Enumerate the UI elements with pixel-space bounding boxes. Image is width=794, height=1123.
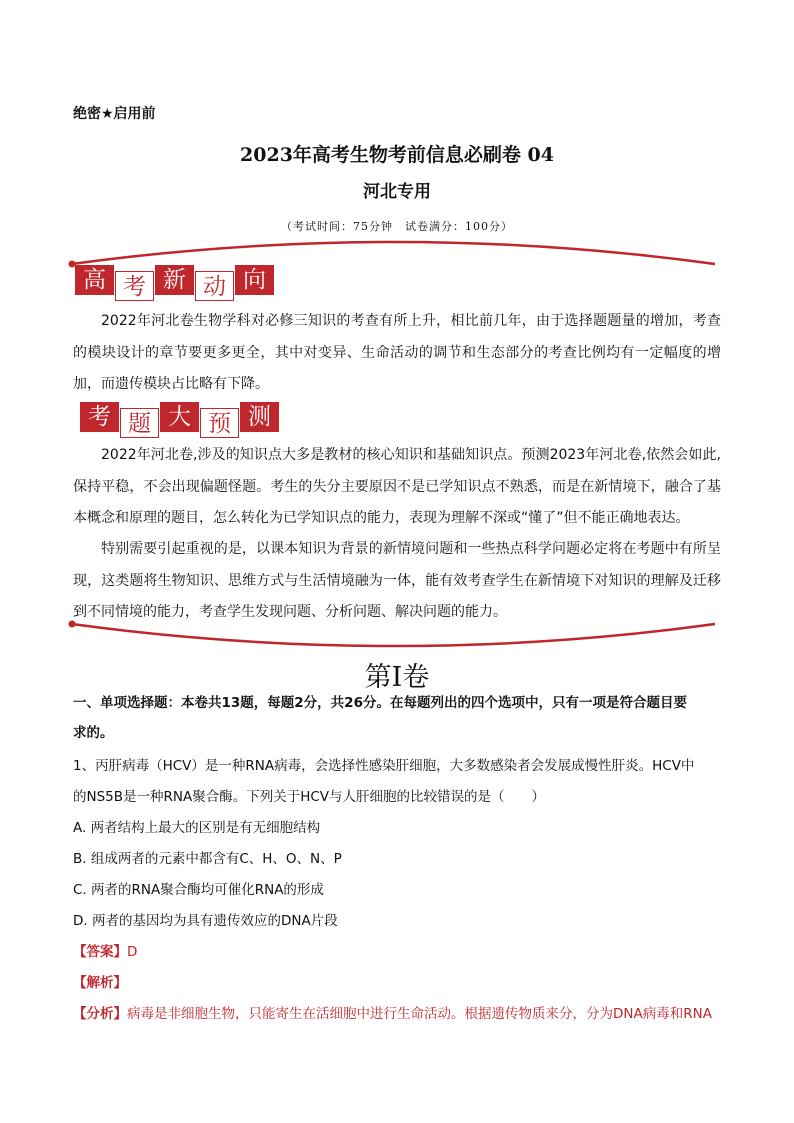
part-heading-line-1: 一、单项选择题：本卷共13题，每题2分，共26分。在每题列出的四个选项中，只有一项是符合题目要 [73,695,687,711]
badge-exam-prediction [80,402,279,438]
intro-paragraph-1: 2022年河北卷生物学科对必修三知识的考查有所上升，相比前几年，由于选择题题量的增加，考查的模块设计的章节要更多更全，其中对变异、生命活动的调节和生态部分的考查比例均有一定幅度的增加，而遗传模块占比略有下降。 [73,313,721,392]
badge-char: 考 [115,271,154,301]
intro-paragraph-3: 特别需要引起重视的是，以课本知识为背景的新情境问题和一些热点科学问题必定将在考题中有所呈现，这类题将生物知识、思维方式与生活情境融为一体，能有效考查学生在新情境下对知识的理解及迁移到不同情境的能力，考查学生发现问题、分析问题、解决问题的能力。 [73,541,721,620]
top-arc-decoration [60,238,730,268]
badge-char: 向 [235,265,274,295]
badge-new-trends [75,265,274,301]
badge-char: 考 [80,402,119,432]
answer-value: D [127,944,138,960]
badge-char: 大 [160,402,199,432]
confidential-mark: 绝密★启用前 [73,106,156,122]
intro-paragraph-2: 2022年河北卷,涉及的知识点大多是教材的核心知识和基础知识点。预测2023年河北卷,依然会如此,保持平稳，不会出现偏题怪题。考生的失分主要原因不是已学知识点不熟悉，而是在新情境下，融合了基本概念和原理的题目，怎么转化为已学知识点的能力，表现为理解不深或“懂了”但不能正确地表达。 [73,447,721,526]
badge-char: 预 [200,408,239,438]
analysis-label: 【解析】 [73,975,127,991]
badge-char: 新 [155,265,194,295]
exam-info: （考试时间：75分钟 试卷满分：100分） [281,220,513,233]
question-stem-line-1: 1、丙肝病毒（HCV）是一种RNA病毒，会选择性感染肝细胞，大多数感染者会发展成慢性肝炎。HCV中 [73,758,695,774]
bottom-arc-decoration [60,620,730,650]
option-d: D. 两者的基因均为具有遗传效应的DNA片段 [73,913,338,929]
badge-char: 动 [195,271,234,301]
question-stem-line-2: 的NS5B是一种RNA聚合酶。下列关于HCV与人肝细胞的比较错误的是（ ） [73,789,546,805]
option-a: A. 两者结构上最大的区别是有无细胞结构 [73,820,321,836]
part-heading-line-2: 求的。 [73,725,114,741]
badge-char: 测 [240,402,279,432]
badge-char: 题 [120,408,159,438]
answer-line [73,937,723,968]
page-title: 2023年高考生物考前信息必刷卷 04 [240,144,554,166]
badge-char: 高 [75,265,114,295]
fenxi-label: 【分析】 [73,1006,127,1022]
fenxi-line [73,999,733,1030]
option-c: C. 两者的RNA聚合酶均可催化RNA的形成 [73,882,324,898]
option-b: B. 组成两者的元素中都含有C、H、O、N、P [73,851,342,867]
page-subtitle: 河北专用 [363,182,431,202]
analysis-line [73,968,723,999]
fenxi-text: 病毒是非细胞生物，只能寄生在活细胞中进行生命活动。根据遗传物质来分，分为DNA病毒和RNA [127,1006,712,1022]
answer-label: 【答案】 [73,944,127,960]
section-title: 第Ⅰ卷 [364,662,430,693]
